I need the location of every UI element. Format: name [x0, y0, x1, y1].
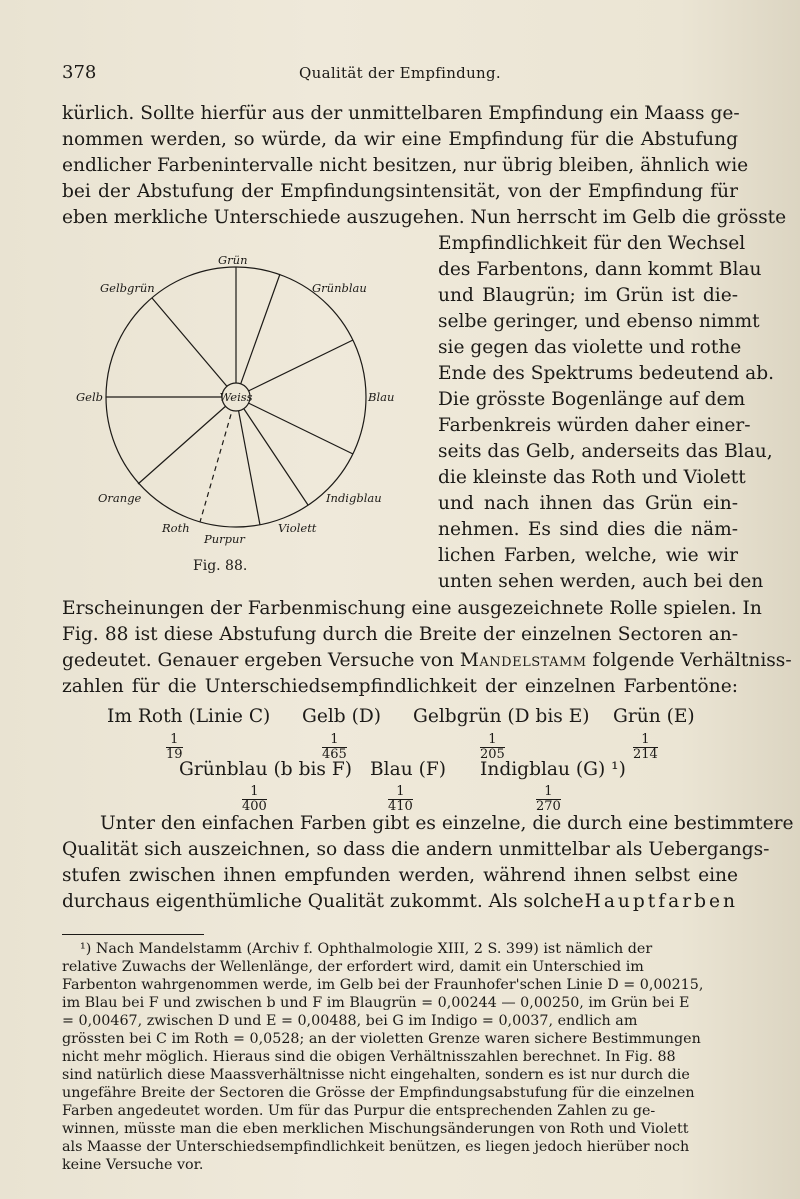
- label-roth: Roth: [162, 521, 190, 535]
- ratio-fraction: $\frac{1}{465}$: [322, 732, 347, 762]
- body-text: folgende Verhältniss-: [592, 650, 792, 671]
- body-line: kürlich. Sollte hierfür aus der unmittelbaren Empfindung ein Maass ge-: [62, 103, 740, 124]
- figure-caption: Fig. 88.: [193, 558, 248, 574]
- footnote-line: relative Zuwachs der Wellenlänge, der erfordert wird, damit ein Unterschied im: [62, 959, 644, 975]
- ratio-fraction: $\frac{1}{205}$: [480, 732, 505, 762]
- label-gelbgruen: Gelbgrün: [100, 281, 155, 295]
- ratio-label: Gelbgrün (D bis E): [413, 706, 590, 727]
- body-line: eben merkliche Unterschiede auszugehen. Nun herrscht im Gelb die grösste: [62, 207, 787, 228]
- footnote-line: Farbenton wahrgenommen werde, im Gelb bei der Fraunhofer'schen Linie D = 0,00215,: [62, 977, 704, 993]
- body-line: Die grösste Bogenlänge auf dem: [438, 389, 746, 410]
- footnote-line: winnen, müsste man die eben merklichen Mischungsänderungen von Roth und Violett: [62, 1121, 689, 1137]
- body-line: Qualität sich auszeichnen, so dass die andern unmittelbar als Uebergangs-: [62, 839, 770, 860]
- footnote-line: im Blau bei F und zwischen b und F im Blaugrün = 0,00244 — 0,00250, im Grün bei E: [62, 995, 690, 1011]
- center-label: Weiss: [219, 390, 253, 404]
- body-line: Erscheinungen der Farbenmischung eine ausgezeichnete Rolle spielen. In: [62, 598, 762, 619]
- body-line: und nach ihnen das Grün ein-: [438, 493, 738, 514]
- body-line: Ende des Spektrums bedeutend ab.: [438, 363, 775, 384]
- color-circle-figure: [70, 240, 420, 560]
- ratio-fraction: $\frac{1}{410}$: [388, 784, 413, 814]
- body-line: die kleinste das Roth und Violett: [438, 467, 746, 488]
- body-line: Empfindlichkeit für den Wechsel: [438, 233, 746, 254]
- body-line: Fig. 88 ist diese Abstufung durch die Breite der einzelnen Sectoren an-: [62, 624, 738, 645]
- sector-line: [152, 298, 236, 397]
- footnote-line: ¹) Nach Mandelstamm (Archiv f. Ophthalmologie XIII, 2 S. 399) ist nämlich der: [80, 941, 653, 957]
- ratio-label: Grünblau (b bis F): [179, 759, 353, 780]
- footnote-line: nicht mehr möglich. Hieraus sind die obigen Verhältnisszahlen berechnet. In Fig. 88: [62, 1049, 676, 1065]
- ratio-label: Gelb (D): [302, 706, 382, 727]
- body-line: endlicher Farbenintervalle nicht besitzen, nur übrig bleiben, ähnlich wie: [62, 155, 749, 176]
- sector-line: [236, 397, 308, 505]
- label-purpur: Purpur: [204, 532, 245, 546]
- ratio-fraction: $\frac{1}{214}$: [633, 732, 658, 762]
- body-line: seits das Gelb, anderseits das Blau,: [438, 441, 773, 462]
- label-gruen: Grün: [218, 253, 248, 267]
- label-indigblau: Indigblau: [326, 491, 382, 505]
- ratio-fraction: $\frac{1}{270}$: [536, 784, 561, 814]
- body-line: bei der Abstufung der Empfindungsintensität, von der Empfindung für: [62, 181, 738, 202]
- footnote-line: keine Versuche vor.: [62, 1157, 204, 1173]
- label-gelb: Gelb: [76, 390, 104, 404]
- footnote-line: = 0,00467, zwischen D und E = 0,00488, bei G im Indigo = 0,0037, endlich am: [62, 1013, 638, 1029]
- body-line: zahlen für die Unterschiedsempfindlichkeit der einzelnen Farbentöne:: [62, 676, 738, 697]
- body-line-with-author: [62, 650, 792, 671]
- label-blau: Blau: [368, 390, 395, 404]
- body-line: Farbenkreis würden daher einer-: [438, 415, 751, 436]
- body-line: Unter den einfachen Farben gibt es einzelne, die durch eine bestimmtere: [100, 813, 794, 834]
- page-number: 378: [62, 62, 97, 83]
- ratio-label: Grün (E): [613, 706, 695, 727]
- body-line: selbe geringer, und ebenso nimmt: [438, 311, 760, 332]
- ratio-label: Indigblau (G) ¹): [480, 759, 626, 780]
- body-text: durchaus eigenthümliche Qualität zukommt. Als solche: [62, 891, 584, 912]
- body-line: unten sehen werden, auch bei den: [438, 571, 764, 592]
- ratio-label: Im Roth (Linie C): [107, 706, 271, 727]
- body-line: des Farbentons, dann kommt Blau: [438, 259, 762, 280]
- footnote-line: als Maasse der Unterschiedsempfindlichkeit benützen, es liegen jedoch hierüber noch: [62, 1139, 690, 1155]
- sector-line: [138, 397, 236, 484]
- body-line: und Blaugrün; im Grün ist die-: [438, 285, 738, 306]
- body-line: lichen Farben, welche, wie wir: [438, 545, 738, 566]
- footnote-rule: [62, 934, 204, 935]
- label-violett: Violett: [278, 521, 317, 535]
- sector-line: [236, 397, 353, 454]
- body-line: stufen zwischen ihnen empfunden werden, während ihnen selbst eine: [62, 865, 738, 886]
- ratio-fraction: $\frac{1}{400}$: [242, 784, 267, 814]
- body-text: gedeutet. Genauer ergeben Versuche von: [62, 650, 454, 671]
- footnote-line: sind natürlich diese Maassverhältnisse nicht eingehalten, sondern es ist nur durch die: [62, 1067, 690, 1083]
- body-line: nommen werden, so würde, da wir eine Empfindung für die Abstufung: [62, 129, 738, 150]
- footnote-line: Farben angedeutet worden. Um für das Purpur die entsprechenden Zahlen zu ge-: [62, 1103, 656, 1119]
- body-line: sie gegen das violette und rothe: [438, 337, 742, 358]
- ratio-label: Blau (F): [370, 759, 446, 780]
- body-line: nehmen. Es sind dies die näm-: [438, 519, 738, 540]
- ratio-fraction: $\frac{1}{19}$: [166, 732, 183, 762]
- sector-line: [236, 397, 260, 525]
- spaced-term: Hauptfarben: [584, 891, 738, 912]
- author-name: Mandelstamm: [459, 650, 587, 671]
- label-orange: Orange: [98, 491, 142, 505]
- running-title: Qualität der Empfindung.: [299, 64, 501, 82]
- sector-line-dashed: [200, 397, 236, 522]
- body-line: [62, 891, 738, 912]
- label-gruenblau: Grünblau: [312, 281, 367, 295]
- footnote-line: grössten bei C im Roth = 0,0528; an der violetten Grenze waren sichere Bestimmungen: [62, 1031, 701, 1047]
- footnote-line: ungefähre Breite der Sectoren die Grösse der Empfindungsabstufung für die einzelnen: [62, 1085, 695, 1101]
